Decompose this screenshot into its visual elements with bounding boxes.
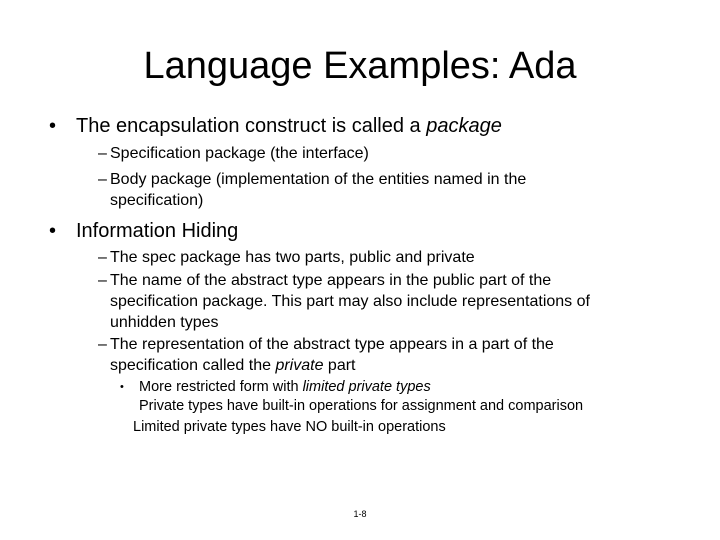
dash-marker: – <box>98 249 107 266</box>
continuation-emphasis: private <box>275 357 324 374</box>
dash-marker: – <box>98 145 107 162</box>
sub-sub-text-pre: More restricted form with <box>139 379 303 395</box>
bullet-dot: • <box>49 220 57 242</box>
dash-marker: – <box>98 336 107 353</box>
bullet-dot: • <box>120 381 124 393</box>
page-number: 1-8 <box>353 509 367 519</box>
sub-bullet-text: Body package (implementation of the entities named in the <box>110 171 527 188</box>
bullet-dot: • <box>49 115 57 137</box>
sub-sub-bullet-line: Limited private types have NO built-in operations <box>133 419 446 435</box>
sub-sub-text-emphasis: limited private types <box>302 379 431 395</box>
sub-bullet-text: The name of the abstract type appears in the public part of the <box>110 272 552 289</box>
bullet-text <box>76 113 502 139</box>
continuation-post: part <box>323 357 356 374</box>
dash-marker: – <box>98 171 107 188</box>
sub-bullet-continuation: unhidden types <box>110 314 219 331</box>
bullet-text: Information Hiding <box>76 220 239 242</box>
sub-bullet-continuation <box>110 355 355 376</box>
bullet-text-emphasis: package <box>426 115 502 137</box>
sub-sub-bullet-text <box>139 377 431 398</box>
dash-marker: – <box>98 272 107 289</box>
sub-bullet-continuation: specification package. This part may also include representations of <box>110 293 590 310</box>
continuation-pre: specification called the <box>110 357 276 374</box>
slide-title: Language Examples: Ada <box>143 45 577 87</box>
sub-bullet-text: Specification package (the interface) <box>110 145 369 162</box>
bullet-text-pre: The encapsulation construct is called a <box>76 115 427 137</box>
sub-sub-bullet-line: Private types have built-in operations for assignment and comparison <box>139 398 584 414</box>
sub-bullet-text: The spec package has two parts, public and private <box>110 249 475 266</box>
sub-bullet-text: The representation of the abstract type appears in a part of the <box>110 336 554 353</box>
sub-bullet-continuation: specification) <box>110 192 204 209</box>
